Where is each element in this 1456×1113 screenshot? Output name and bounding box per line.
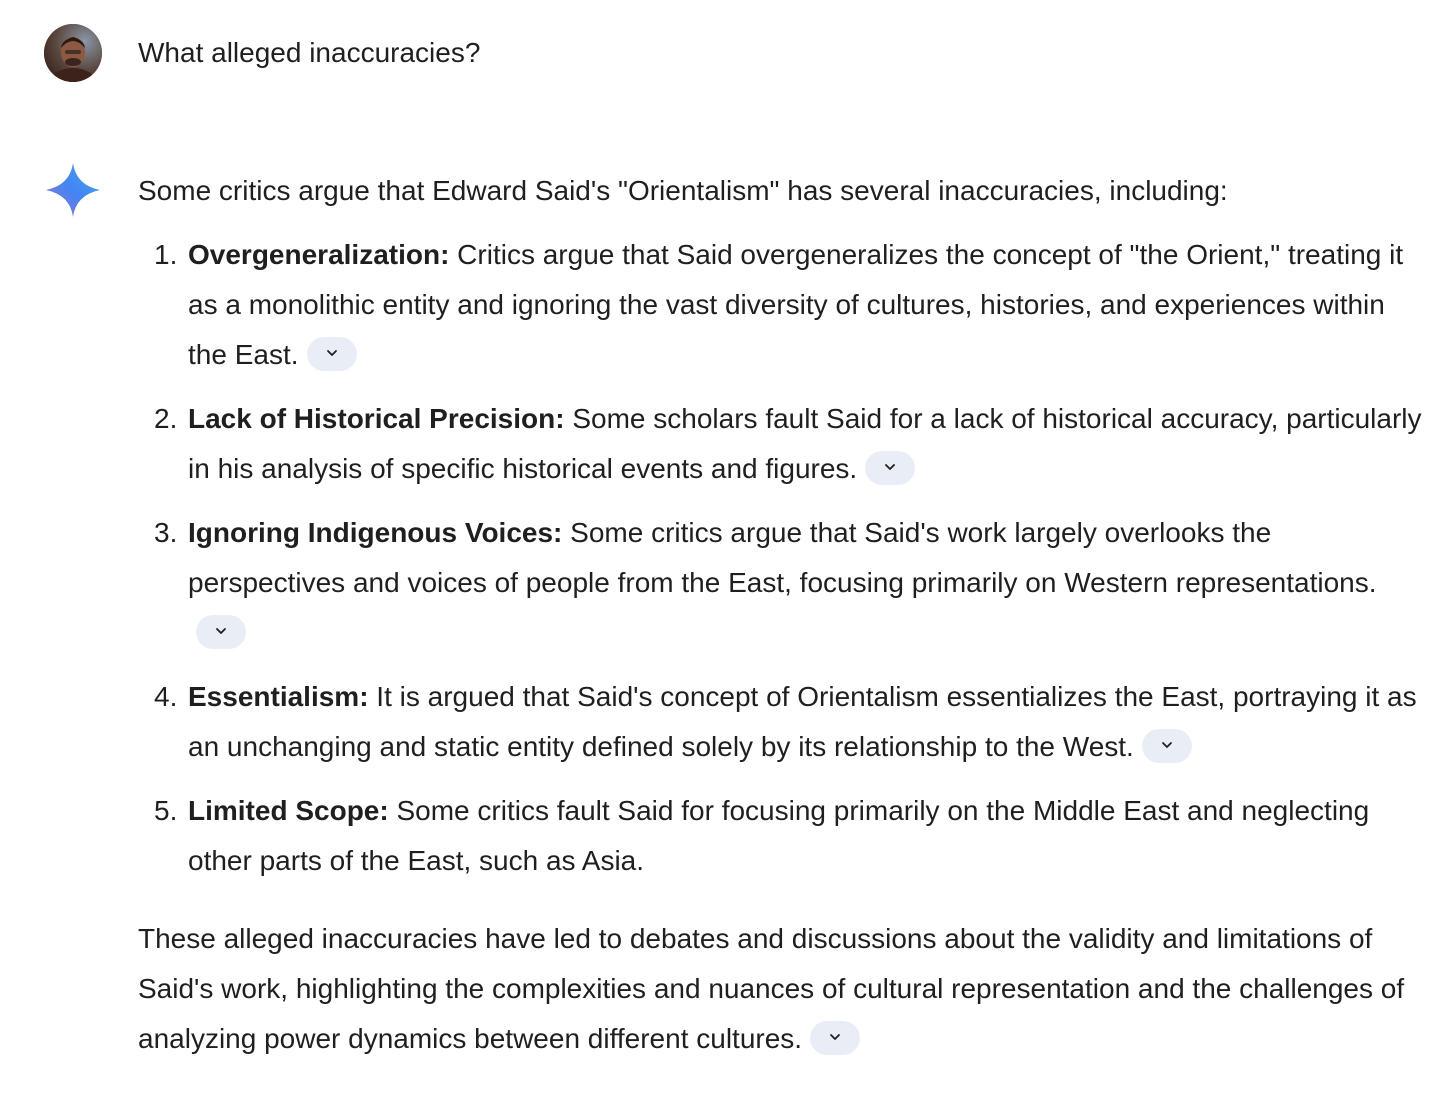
list-item-text: Some critics argue that Said's work largely overlooks the perspectives and voices of people from the East, focusing primarily on Western representations. <box>188 517 1377 598</box>
source-chip-button[interactable] <box>865 451 915 485</box>
response-outro <box>138 914 1428 1064</box>
model-response <box>138 166 1428 1064</box>
list-item-text: It is argued that Said's concept of Orientalism essentializes the East, portraying it as an unchanging and static entity defined solely by its relationship to the West. <box>188 681 1417 762</box>
source-chip-button[interactable] <box>307 337 357 371</box>
list-item-number: 1. <box>154 239 178 270</box>
list-item-text: Some scholars fault Said for a lack of historical accuracy, particularly in his analysis of specific historical events and figures. <box>188 403 1422 484</box>
list-item-title: Essentialism: <box>188 681 369 712</box>
chevron-down-icon <box>325 348 339 358</box>
list-item-title: Lack of Historical Precision: <box>188 403 565 434</box>
list-item-title: Ignoring Indigenous Voices: <box>188 517 563 548</box>
list-item <box>138 508 1428 658</box>
user-message <box>0 0 1456 110</box>
avatar-photo-icon <box>44 24 102 82</box>
list-item-number: 4. <box>154 681 178 712</box>
list-item-number: 5. <box>154 795 178 826</box>
user-avatar[interactable] <box>44 24 102 82</box>
chevron-down-icon <box>883 462 897 472</box>
list-item <box>138 786 1428 886</box>
list-item <box>138 394 1428 494</box>
source-chip-button[interactable] <box>810 1021 860 1055</box>
list-item-title: Limited Scope: <box>188 795 389 826</box>
sparkle-icon <box>44 161 102 219</box>
source-chip-button[interactable] <box>1142 729 1192 763</box>
list-item-text: Some critics fault Said for focusing primarily on the Middle East and neglecting other parts of the East, such as Asia. <box>188 795 1370 876</box>
list-item <box>138 672 1428 772</box>
chevron-down-icon <box>1160 740 1174 750</box>
list-item <box>138 230 1428 380</box>
response-intro: Some critics argue that Edward Said's "Orientalism" has several inaccuracies, including: <box>138 175 1228 206</box>
chevron-down-icon <box>828 1032 842 1042</box>
source-chip-button[interactable] <box>196 615 246 649</box>
list-item-number: 2. <box>154 403 178 434</box>
chevron-down-icon <box>214 626 228 636</box>
list-item-number: 3. <box>154 517 178 548</box>
response-outro-text: These alleged inaccuracies have led to debates and discussions about the validity and limitations of Said's work, highlighting the complexities and nuances of cultural representation and the challenges of analyzing power dynamics between different cultures. <box>138 923 1405 1054</box>
list-item-title: Overgeneralization: <box>188 239 450 270</box>
list-item-text: Critics argue that Said overgeneralizes the concept of "the Orient," treating it as a monolithic entity and ignoring the vast diversity of cultures, histories, and experiences within the East. <box>188 239 1404 370</box>
inaccuracy-list <box>138 230 1428 886</box>
user-prompt: What alleged inaccuracies? <box>138 37 481 68</box>
